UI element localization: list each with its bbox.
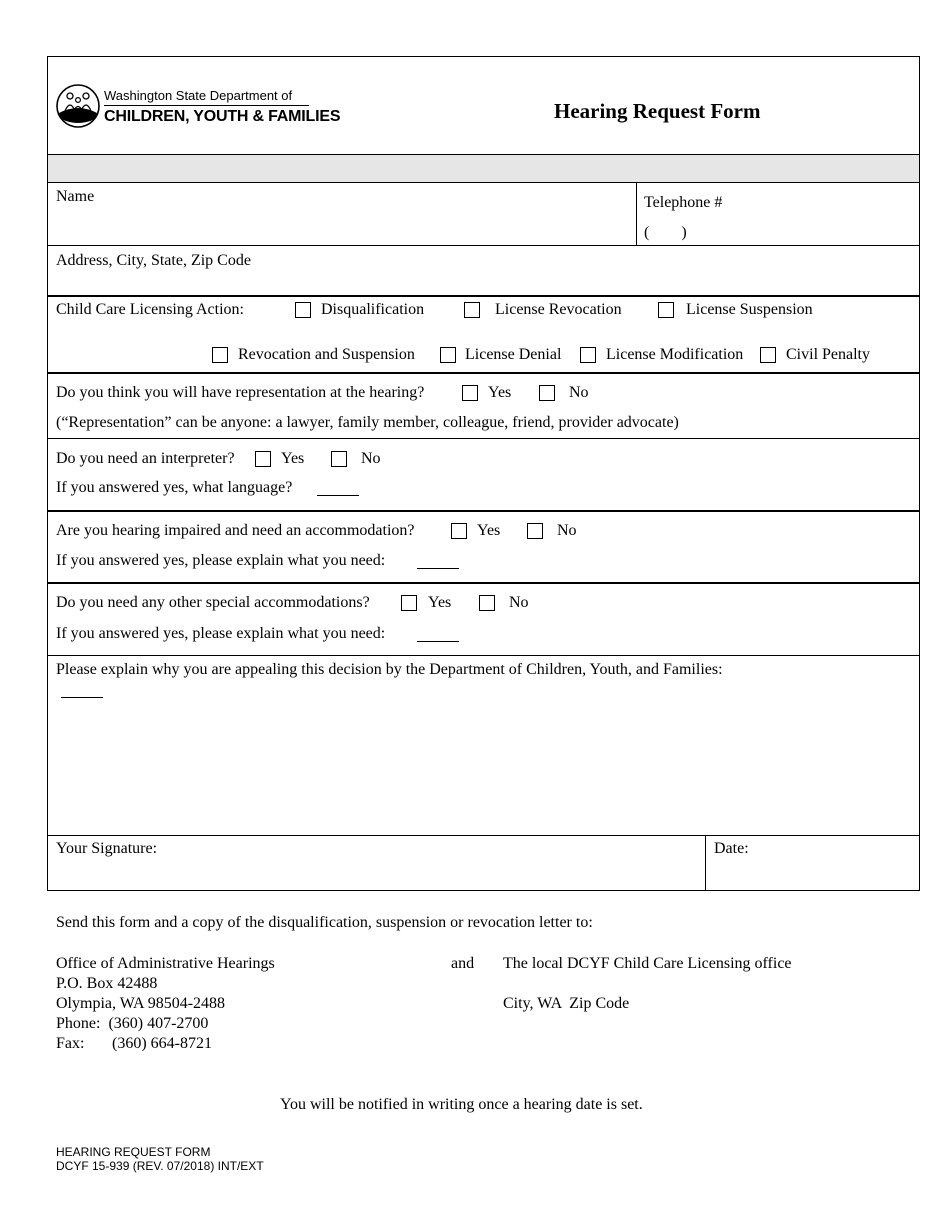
logo-line1: Washington State Department of bbox=[104, 88, 293, 103]
mailing-instruction: Send this form and a copy of the disqualification, suspension or revocation letter to: bbox=[56, 914, 593, 931]
special-accommodations-question: Do you need any other special accommodations? bbox=[56, 594, 370, 611]
revocation-and-suspension-label: Revocation and Suspension bbox=[238, 346, 415, 363]
address-label: Address, City, State, Zip Code bbox=[56, 252, 251, 269]
name-phone-divider bbox=[636, 182, 637, 245]
dcyf-logo bbox=[55, 83, 341, 129]
interpreter-followup: If you answered yes, what language? bbox=[56, 479, 293, 496]
signature-label: Your Signature: bbox=[56, 840, 158, 857]
representation-yes-checkbox[interactable] bbox=[462, 385, 478, 401]
name-field[interactable] bbox=[48, 183, 635, 244]
signature-field[interactable] bbox=[48, 860, 704, 890]
special-accommodations-explain-field[interactable] bbox=[417, 641, 459, 642]
appeal-explanation-field[interactable] bbox=[61, 697, 103, 698]
oah-fax-label: Fax: bbox=[56, 1035, 85, 1052]
license-denial-label: License Denial bbox=[465, 346, 562, 363]
special-accommodations-yes-label: Yes bbox=[428, 594, 452, 611]
license-suspension-label: License Suspension bbox=[686, 301, 813, 318]
civil-penalty-checkbox[interactable] bbox=[760, 347, 776, 363]
oah-po-box: P.O. Box 42488 bbox=[56, 975, 158, 992]
special-accommodations-yes-checkbox[interactable] bbox=[401, 595, 417, 611]
license-suspension-checkbox[interactable] bbox=[658, 302, 674, 318]
appeal-prompt: Please explain why you are appealing this decision by the Department of Children, Youth, and Families: bbox=[56, 661, 723, 678]
gray-band bbox=[48, 155, 919, 182]
special-accommodations-no-label: No bbox=[509, 594, 529, 611]
representation-no-checkbox[interactable] bbox=[539, 385, 555, 401]
interpreter-yes-label: Yes bbox=[281, 450, 305, 467]
special-accommodations-no-checkbox[interactable] bbox=[479, 595, 495, 611]
interpreter-language-field[interactable] bbox=[317, 495, 359, 496]
row-divider bbox=[47, 295, 920, 297]
license-denial-checkbox[interactable] bbox=[440, 347, 456, 363]
name-label: Name bbox=[56, 188, 95, 205]
hearing-impaired-yes-label: Yes bbox=[477, 522, 501, 539]
logo-rule bbox=[104, 105, 309, 106]
page-title: Hearing Request Form bbox=[554, 99, 761, 123]
address-field[interactable] bbox=[48, 272, 919, 294]
telephone-area-code[interactable]: ( ) bbox=[644, 224, 687, 241]
interpreter-yes-checkbox[interactable] bbox=[255, 451, 271, 467]
interpreter-question: Do you need an interpreter? bbox=[56, 450, 235, 467]
row-divider bbox=[47, 438, 920, 439]
row-divider bbox=[47, 372, 920, 374]
row-divider bbox=[47, 245, 920, 246]
license-revocation-label: License Revocation bbox=[495, 301, 622, 318]
representation-no-label: No bbox=[569, 384, 589, 401]
hearing-impaired-question: Are you hearing impaired and need an accommodation? bbox=[56, 522, 415, 539]
representation-note: (“Representation” can be anyone: a lawyer, family member, colleague, friend, provider advocate) bbox=[56, 414, 679, 431]
representation-yes-label: Yes bbox=[488, 384, 512, 401]
row-divider bbox=[47, 655, 920, 656]
footer-form-number: DCYF 15-939 (REV. 07/2018) INT/EXT bbox=[56, 1159, 264, 1173]
oah-city: Olympia, WA 98504-2488 bbox=[56, 995, 226, 1012]
oah-phone: Phone: (360) 407-2700 bbox=[56, 1015, 209, 1032]
civil-penalty-label: Civil Penalty bbox=[786, 346, 870, 363]
license-revocation-checkbox[interactable] bbox=[464, 302, 480, 318]
oah-fax-number: (360) 664-8721 bbox=[112, 1035, 212, 1052]
hearing-impaired-explain-field[interactable] bbox=[417, 568, 459, 569]
hearing-notice: You will be notified in writing once a hearing date is set. bbox=[280, 1096, 643, 1113]
revocation-and-suspension-checkbox[interactable] bbox=[212, 347, 228, 363]
hearing-impaired-no-label: No bbox=[557, 522, 577, 539]
hearing-impaired-yes-checkbox[interactable] bbox=[451, 523, 467, 539]
license-modification-checkbox[interactable] bbox=[580, 347, 596, 363]
representation-question: Do you think you will have representation at the hearing? bbox=[56, 384, 425, 401]
telephone-label: Telephone # bbox=[644, 194, 723, 211]
special-accommodations-followup: If you answered yes, please explain what you need: bbox=[56, 625, 386, 642]
date-label: Date: bbox=[714, 840, 749, 857]
oah-name: Office of Administrative Hearings bbox=[56, 955, 275, 972]
and-text: and bbox=[451, 955, 475, 972]
hearing-impaired-followup: If you answered yes, please explain what you need: bbox=[56, 552, 386, 569]
row-divider bbox=[47, 835, 920, 836]
disqualification-checkbox[interactable] bbox=[295, 302, 311, 318]
interpreter-no-label: No bbox=[361, 450, 381, 467]
hearing-impaired-no-checkbox[interactable] bbox=[527, 523, 543, 539]
local-city: City, WA Zip Code bbox=[503, 995, 630, 1012]
disqualification-label: Disqualification bbox=[321, 301, 425, 318]
local-office: The local DCYF Child Care Licensing office bbox=[503, 955, 792, 972]
date-field[interactable] bbox=[706, 860, 919, 890]
interpreter-no-checkbox[interactable] bbox=[331, 451, 347, 467]
row-divider bbox=[47, 582, 920, 584]
licensing-action-label: Child Care Licensing Action: bbox=[56, 301, 244, 318]
footer-form-name: HEARING REQUEST FORM bbox=[56, 1145, 211, 1159]
logo-line2: CHILDREN, YOUTH & FAMILIES bbox=[104, 108, 341, 125]
row-divider bbox=[47, 510, 920, 512]
license-modification-label: License Modification bbox=[606, 346, 744, 363]
dcyf-logo-emblem-icon bbox=[55, 83, 101, 129]
